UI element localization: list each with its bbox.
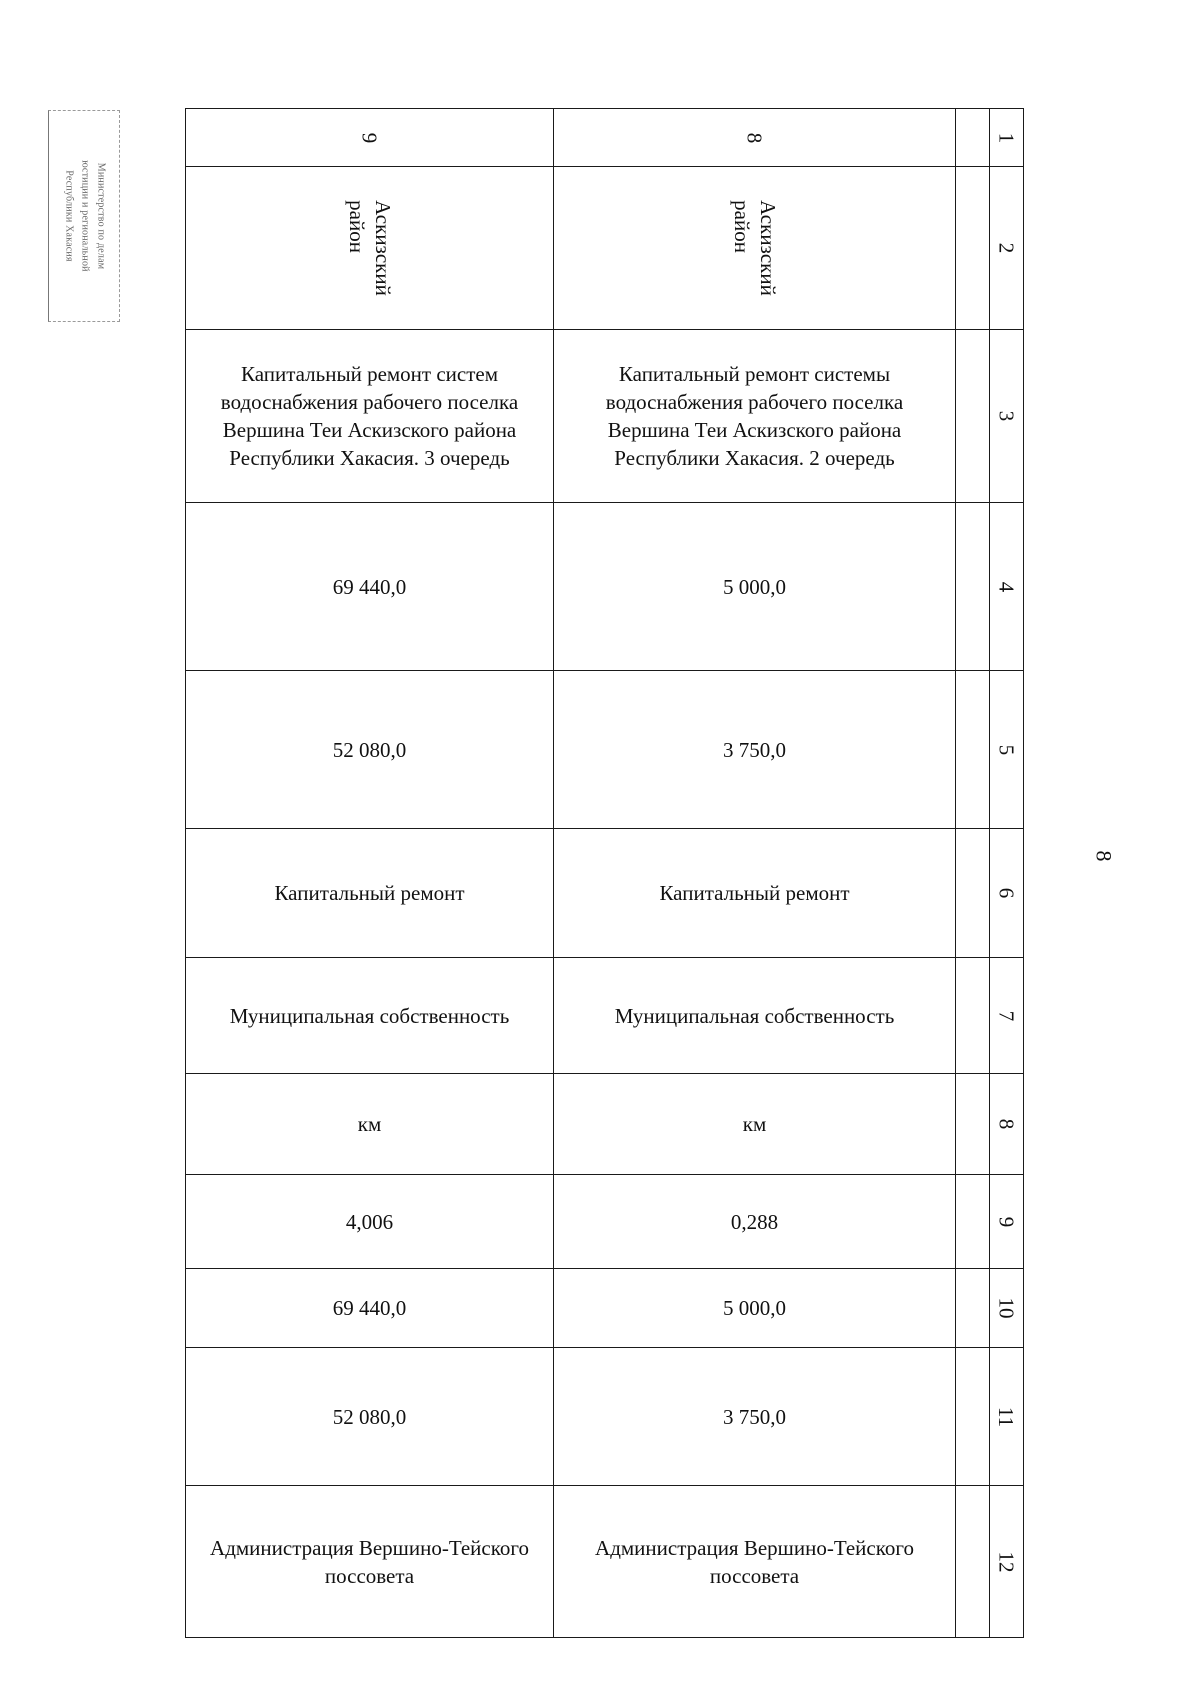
- column-number: 11: [990, 1348, 1024, 1486]
- cell-row-number: 8: [554, 109, 956, 167]
- empty-column-cell: [956, 958, 990, 1074]
- empty-column-cell: [956, 330, 990, 503]
- table-row: [186, 958, 1024, 1074]
- cell-ownership: Муниципальная собственность: [554, 958, 956, 1074]
- cell-financing-federal: 52 080,0: [186, 1348, 554, 1486]
- table-row: [186, 109, 1024, 167]
- empty-column-cell: [956, 1175, 990, 1269]
- table-row: [186, 1175, 1024, 1269]
- table-row: [186, 1486, 1024, 1638]
- cell-financing-total: 5 000,0: [554, 1269, 956, 1348]
- cell-work-type: Капитальный ремонт: [186, 829, 554, 958]
- cell-cost-federal: 52 080,0: [186, 671, 554, 829]
- column-number: 3: [990, 330, 1024, 503]
- column-number: 7: [990, 958, 1024, 1074]
- cell-financing-federal: 3 750,0: [554, 1348, 956, 1486]
- table-row: [186, 167, 1024, 330]
- empty-column-cell: [956, 1348, 990, 1486]
- empty-column-cell: [956, 1269, 990, 1348]
- table-row: [186, 829, 1024, 958]
- table-row: [186, 1348, 1024, 1486]
- stamp-line: Республики Хакасия: [63, 170, 75, 262]
- stamp-line: Министерство по делам: [95, 162, 107, 270]
- cell-object-name: Капитальный ремонт систем водоснабжения рабочего поселка Вершина Теи Аскизского района Республики Хакасия. 3 очередь: [186, 330, 554, 503]
- stamp-line: юстиции и региональной: [79, 160, 91, 272]
- column-number: 8: [990, 1074, 1024, 1175]
- page-number: 8: [1091, 850, 1117, 862]
- cell-cost-federal: 3 750,0: [554, 671, 956, 829]
- cell-row-number: 9: [186, 109, 554, 167]
- empty-column-cell: [956, 671, 990, 829]
- registration-stamp: [48, 110, 120, 322]
- table-row: [186, 1074, 1024, 1175]
- column-number: 6: [990, 829, 1024, 958]
- column-number: 9: [990, 1175, 1024, 1269]
- table-row: [186, 1269, 1024, 1348]
- column-number: 10: [990, 1269, 1024, 1348]
- cell-district: Аскизский район: [186, 167, 554, 330]
- empty-column-cell: [956, 503, 990, 671]
- column-number: 2: [990, 167, 1024, 330]
- table-row: [186, 671, 1024, 829]
- cell-capacity: 0,288: [554, 1175, 956, 1269]
- cell-object-name: Капитальный ремонт системы водоснабжения рабочего поселка Вершина Теи Аскизского района Республики Хакасия. 2 очередь: [554, 330, 956, 503]
- column-number: 4: [990, 503, 1024, 671]
- empty-column-cell: [956, 1486, 990, 1638]
- cell-ownership: Муниципальная собственность: [186, 958, 554, 1074]
- cell-cost-total: 69 440,0: [186, 503, 554, 671]
- cell-unit: км: [186, 1074, 554, 1175]
- cell-customer: Администрация Вершино-Тейского поссовета: [554, 1486, 956, 1638]
- cell-customer: Администрация Вершино-Тейского поссовета: [186, 1486, 554, 1638]
- cell-district: Аскизский район: [554, 167, 956, 330]
- empty-column-cell: [956, 109, 990, 167]
- empty-column-cell: [956, 829, 990, 958]
- cell-capacity: 4,006: [186, 1175, 554, 1269]
- empty-column-cell: [956, 1074, 990, 1175]
- cell-financing-total: 69 440,0: [186, 1269, 554, 1348]
- table-row: [186, 503, 1024, 671]
- column-number: 5: [990, 671, 1024, 829]
- empty-column-cell: [956, 167, 990, 330]
- objects-table: [185, 108, 1024, 1638]
- cell-work-type: Капитальный ремонт: [554, 829, 956, 958]
- cell-unit: км: [554, 1074, 956, 1175]
- column-number: 1: [990, 109, 1024, 167]
- cell-cost-total: 5 000,0: [554, 503, 956, 671]
- column-number: 12: [990, 1486, 1024, 1638]
- table-row: [186, 330, 1024, 503]
